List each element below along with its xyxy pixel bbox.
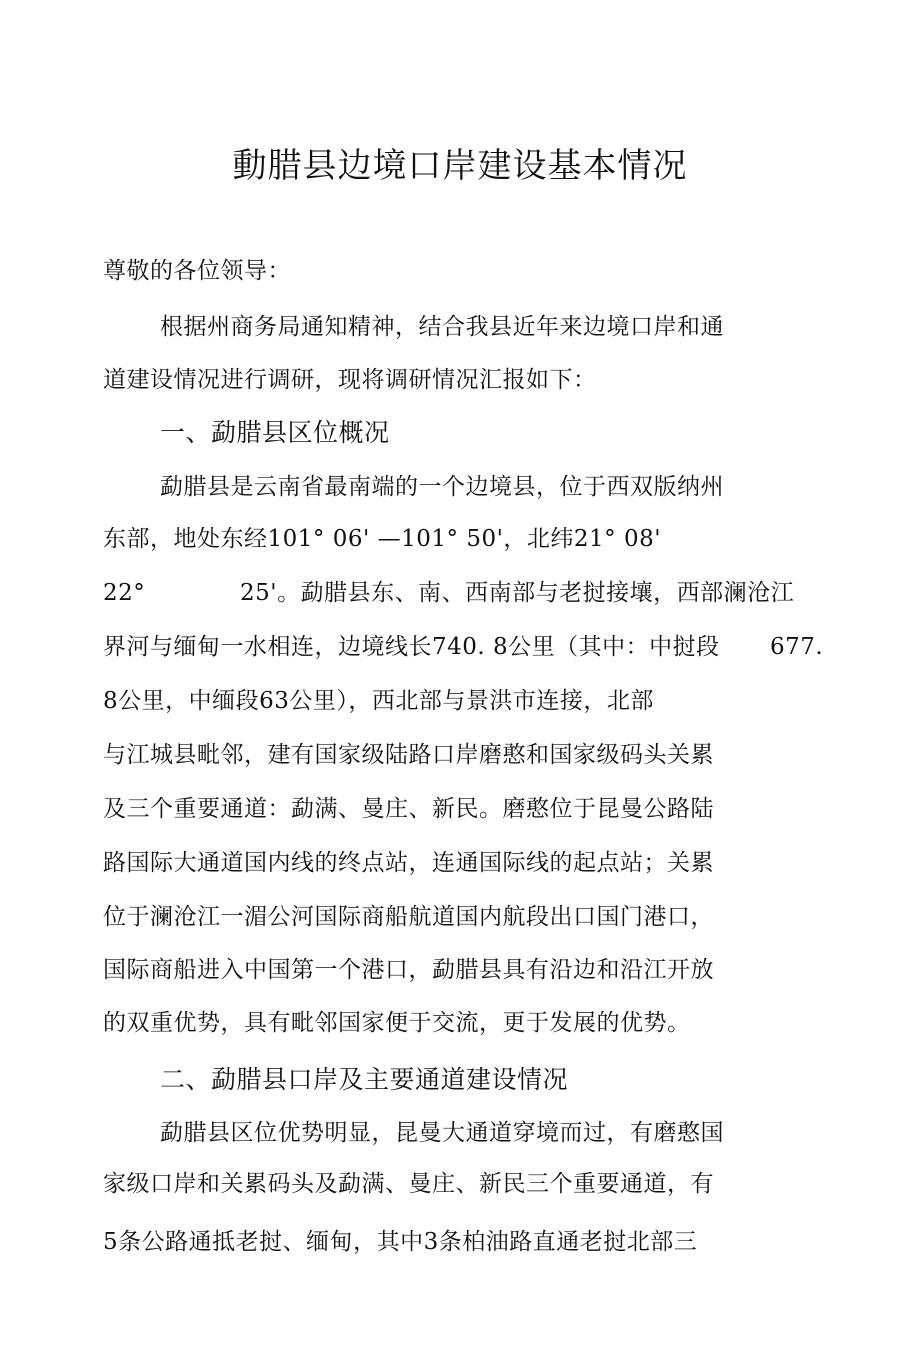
section-heading-1: 一、勐腊县区位概况: [160, 418, 390, 447]
paragraph-line: 5条公路通抵老挝、缅甸，其中3条柏油路直通老挝北部三: [103, 1229, 698, 1255]
paragraph-line: 的双重优势，具有毗邻国家便于交流，更于发展的优势。: [103, 1010, 691, 1036]
paragraph-line: 及三个重要通道：勐满、曼庄、新民。磨憨位于昆曼公路陆: [103, 796, 714, 822]
paragraph-line: 道建设情况进行调研，现将调研情况汇报如下：: [103, 367, 597, 393]
paragraph-line: 家级口岸和关累码头及勐满、曼庄、新民三个重要通道，有: [103, 1171, 714, 1197]
paragraph-line: 8公里，中缅段63公里），西北部与景洪市连接，北部: [103, 688, 654, 714]
paragraph-line: 东部，地处东经101° 06' —101° 50'，北纬21° 08': [103, 526, 662, 552]
paragraph-line: 勐腊县是云南省最南端的一个边境县，位于西双版纳州: [160, 474, 724, 500]
paragraph-line: 与江城县毗邻，建有国家级陆路口岸磨憨和国家级码头关累: [103, 742, 714, 768]
section-heading-2: 二、勐腊县口岸及主要通道建设情况: [160, 1065, 569, 1094]
paragraph-line: 根据州商务局通知精神，结合我县近年来边境口岸和通: [160, 314, 724, 340]
paragraph-line: 界河与缅甸一水相连，边境线长740. 8公里（其中：中挝段: [103, 634, 720, 660]
document-title: 動腊县边境口岸建设基本情况: [232, 146, 688, 186]
salutation: 尊敬的各位领导：: [103, 258, 291, 284]
paragraph-line: 位于澜沧江一湄公河国际商船航道国内航段出口国门港口，: [103, 904, 714, 930]
paragraph-line: 国际商船进入中国第一个港口，勐腊县具有沿边和沿江开放: [103, 957, 714, 983]
paragraph-line: 22°: [103, 580, 146, 606]
paragraph-line: 勐腊县区位优势明显，昆曼大通道穿境而过，有磨憨国: [160, 1120, 724, 1146]
paragraph-line: 677.: [770, 634, 824, 660]
paragraph-line: 路国际大通道国内线的终点站，连通国际线的起点站；关累: [103, 850, 714, 876]
paragraph-line: 25'。勐腊县东、南、西南部与老挝接壤，西部澜沧江: [240, 580, 795, 606]
